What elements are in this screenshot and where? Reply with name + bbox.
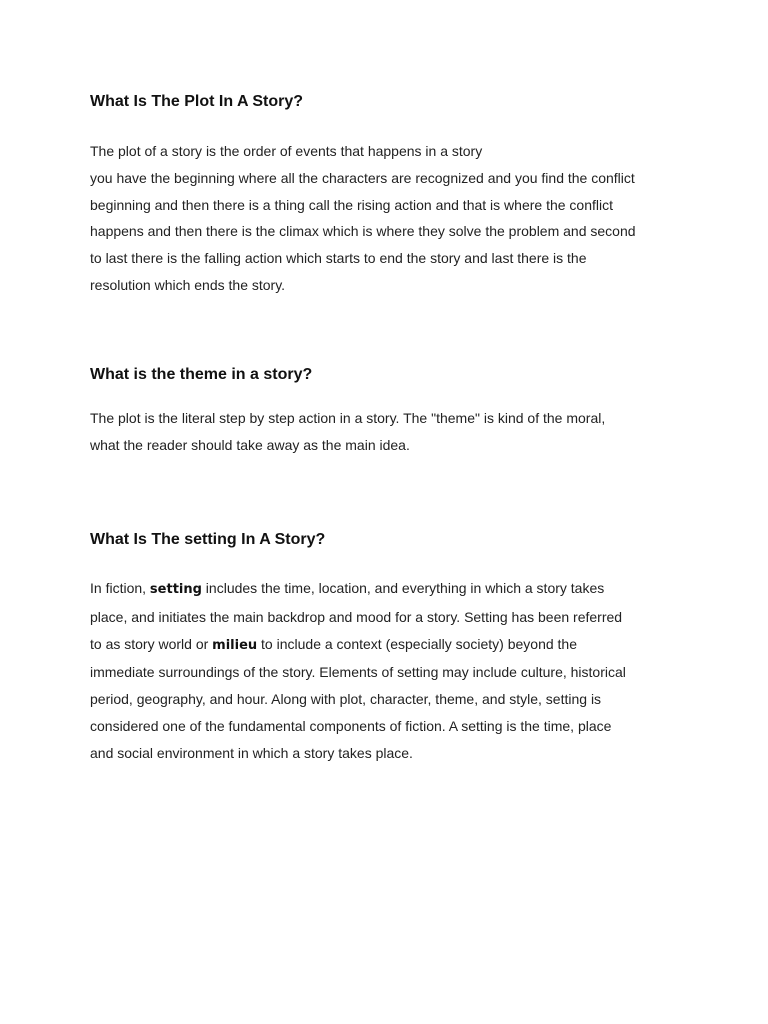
paragraph-line <box>90 575 690 604</box>
line-text: to as story world or <box>90 635 213 652</box>
milieu-keyword: milieu <box>212 637 258 653</box>
theme-paragraph <box>90 405 690 459</box>
line-text: In fiction, <box>90 580 150 596</box>
paragraph-line: and social environment in which a story takes place. <box>90 744 413 761</box>
plot-paragraph <box>90 138 690 299</box>
paragraph-line: immediate surroundings of the story. Elements of setting may include culture, historical <box>90 664 626 681</box>
setting-keyword: setting <box>149 582 202 597</box>
paragraph-line: to last there is the falling action which starts to end the story and last there is the <box>90 250 587 267</box>
paragraph-line: happens and then there is the climax which is where they solve the problem and second <box>90 223 636 240</box>
paragraph-line <box>90 631 690 660</box>
paragraph-line: considered one of the fundamental components of fiction. A setting is the time, place <box>90 717 612 734</box>
plot-heading: What Is The Plot In A Story? <box>90 93 304 110</box>
paragraph-line: The plot of a story is the order of events that happens in a story <box>90 143 483 159</box>
paragraph-line: you have the beginning where all the characters are recognized and you find the conflict <box>90 169 635 186</box>
paragraph-line: resolution which ends the story. <box>90 276 286 293</box>
paragraph-line: what the reader should take away as the main idea. <box>90 436 410 453</box>
paragraph-line: period, geography, and hour. Along with plot, character, theme, and style, setting is <box>90 691 602 708</box>
paragraph-line: place, and initiates the main backdrop and mood for a story. Setting has been referred <box>90 608 623 625</box>
setting-paragraph <box>90 575 690 767</box>
line-text: includes the time, location, and everything in which a story takes <box>201 580 605 596</box>
setting-heading: What Is The setting In A Story? <box>90 531 326 548</box>
paragraph-line: The plot is the literal step by step action in a story. The "theme" is kind of the moral, <box>90 410 606 426</box>
theme-heading: What is the theme in a story? <box>90 366 313 383</box>
line-text: to include a context (especially society) beyond the <box>257 635 578 652</box>
paragraph-line: beginning and then there is a thing call the rising action and that is where the conflict <box>90 196 613 213</box>
